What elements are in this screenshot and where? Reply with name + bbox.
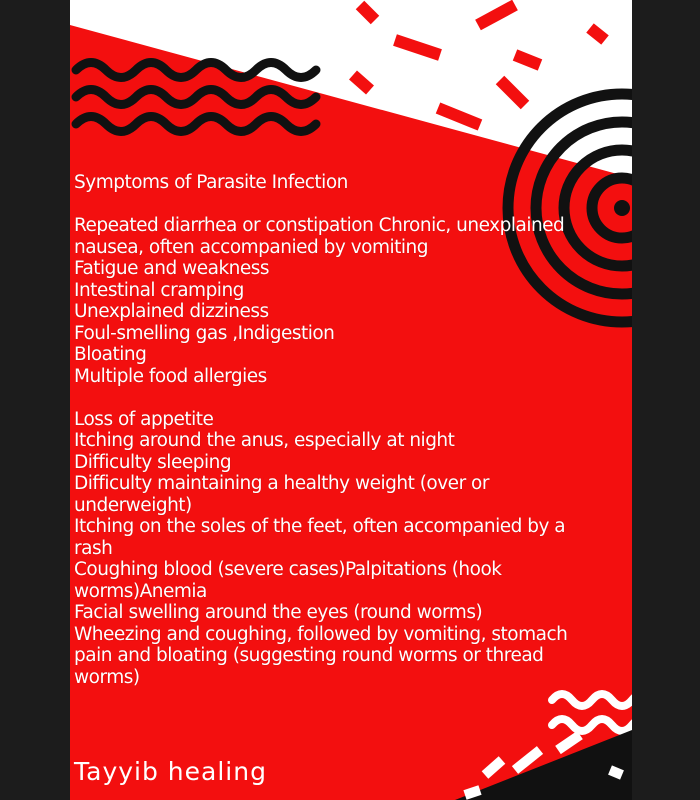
wave-line-2 xyxy=(552,719,632,731)
list-item: rash xyxy=(74,537,113,559)
list-item: Facial swelling around the eyes (round worms) xyxy=(74,602,483,623)
list-item: Wheezing and coughing, followed by vomiting, stomach xyxy=(74,623,568,645)
symptom-list xyxy=(74,172,626,688)
list-item: Repeated diarrhea or constipation Chronic, unexplained xyxy=(74,215,565,236)
black-corner xyxy=(455,730,632,800)
list-item: Multiple food allergies xyxy=(74,365,267,387)
list-item: pain and bloating (suggesting round worms or thread xyxy=(74,645,544,666)
list-item: Fatigue and weakness xyxy=(74,258,270,279)
list-item: Itching on the soles of the feet, often accompanied by a xyxy=(74,516,566,537)
list-item: Unexplained dizziness xyxy=(74,301,269,322)
list-item: Itching around the anus, especially at night xyxy=(74,430,455,451)
spacer xyxy=(74,387,626,409)
list-item: worms)Anemia xyxy=(74,580,207,602)
list-item: Loss of appetite xyxy=(74,408,214,430)
list-item: Coughing blood (severe cases)Palpitations (hook xyxy=(74,559,502,580)
list-item: Intestinal cramping xyxy=(74,279,244,301)
zigzag-line-2 xyxy=(76,90,316,105)
corner-dash-4 xyxy=(610,770,622,775)
corner-dash-2 xyxy=(515,750,540,770)
list-item: worms) xyxy=(74,666,140,688)
spacer xyxy=(74,194,626,216)
brand-name: Tayyib healing xyxy=(74,757,267,786)
list-item: nausea, often accompanied by vomiting xyxy=(74,236,428,258)
list-item: Difficulty maintaining a healthy weight (over or xyxy=(74,473,489,494)
list-title: Symptoms of Parasite Infection xyxy=(74,172,348,193)
corner-dash-3 xyxy=(558,735,580,750)
list-item: Bloating xyxy=(74,344,147,365)
list-item: Foul-smelling gas ,Indigestion xyxy=(74,322,335,344)
poster xyxy=(70,0,632,800)
corner-dash-5 xyxy=(465,790,480,795)
zigzag-line-3 xyxy=(76,117,316,132)
list-item: Difficulty sleeping xyxy=(74,451,232,473)
wave-line-1 xyxy=(552,694,632,706)
list-item: underweight) xyxy=(74,494,192,516)
corner-dash-1 xyxy=(485,760,502,775)
wave-lines xyxy=(552,694,632,731)
